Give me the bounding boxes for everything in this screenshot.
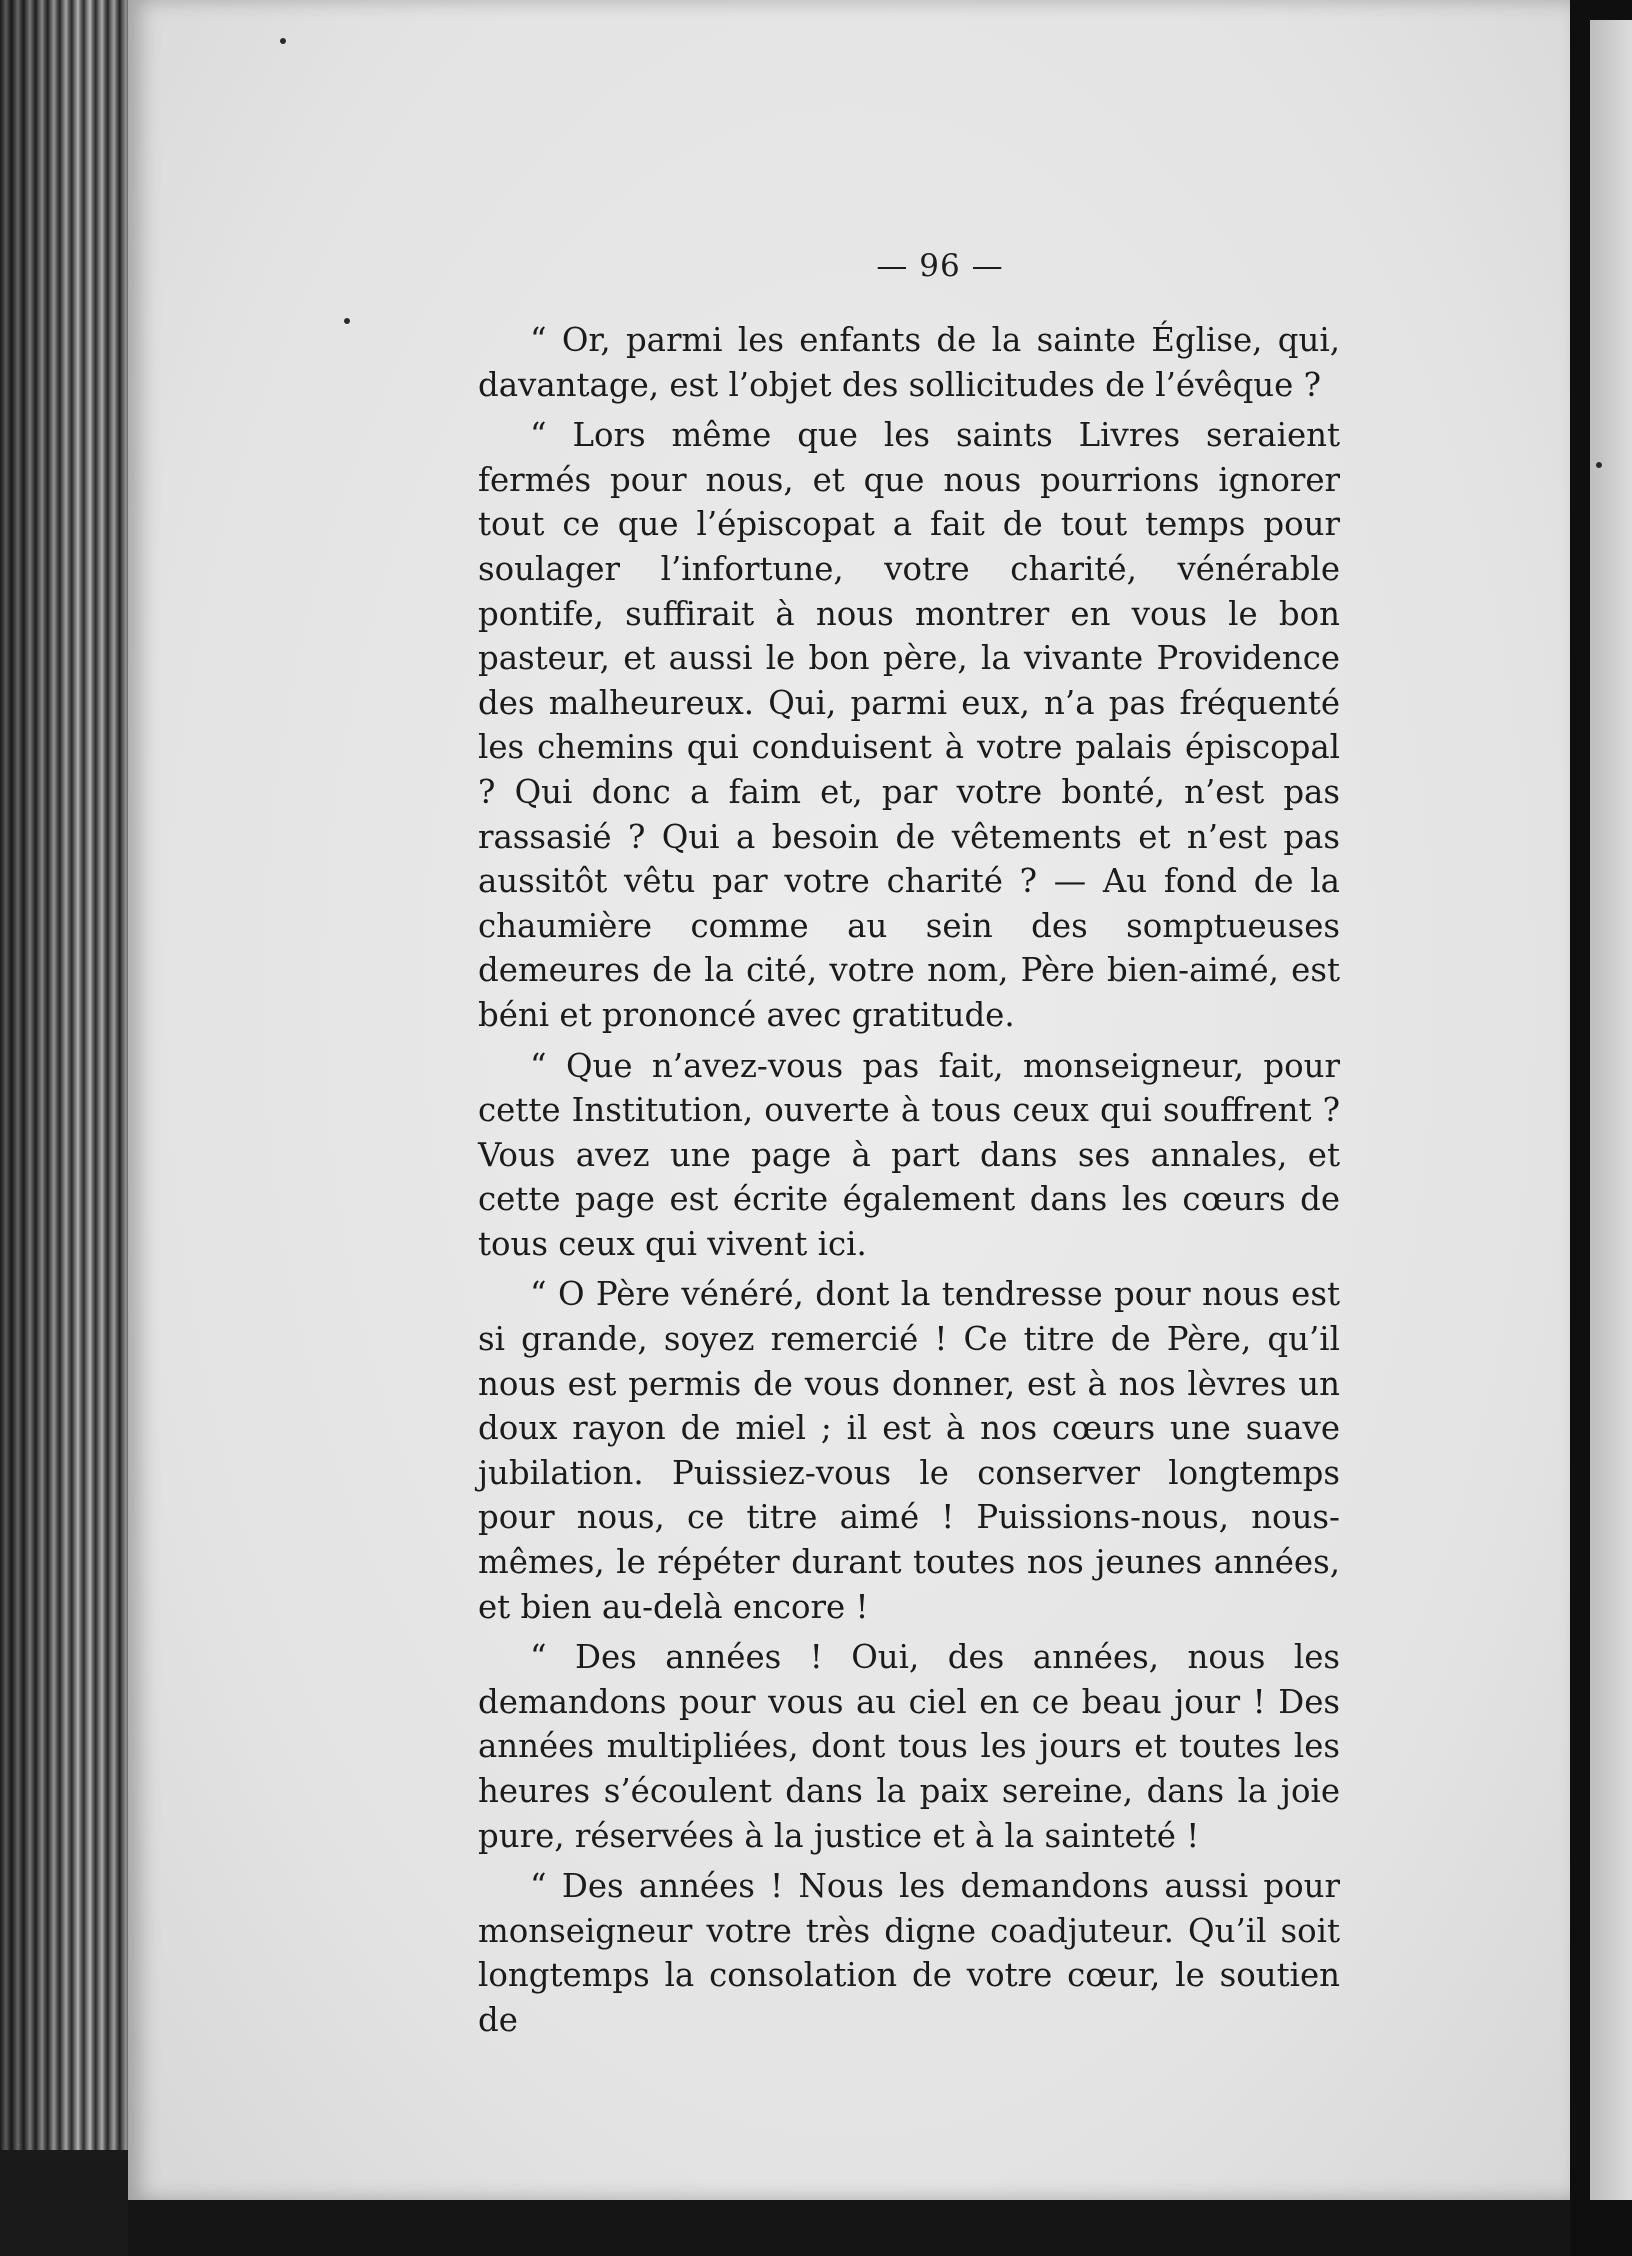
paper-speck (344, 318, 350, 324)
page-number: — 96 — (876, 248, 1004, 284)
paragraph-4: “ O Père vénéré, dont la tendresse pour nous est si grande, soyez remercié ! Ce titre de Père, qu’il nous est permis de vous donner, est à nos lèvres un doux rayon de miel ; il est à nos cœurs une suave jubilation. Puissiez-vous le conserver longtemps pour nous, ce titre aimé ! Puissions-nous, nous-mêmes, le répéter durant toutes nos jeunes années, et bien au-delà encore ! (478, 1275, 1340, 1626)
paragraph-1: “ Or, parmi les enfants de la sainte Église, qui, davantage, est l’objet des sollicitudes de l’évêque ? (478, 321, 1340, 404)
paper-speck (1596, 462, 1602, 468)
body-text (478, 318, 1340, 2049)
facing-page-edge (1590, 20, 1632, 2200)
paragraph-5: “ Des années ! Oui, des années, nous les demandons pour vous au ciel en ce beau jour ! Des années multipliées, dont tous les jours et toutes les heures s’écoulent dans la paix sereine, dans la joie pure, réservées à la justice et à la sainteté ! (478, 1638, 1340, 1855)
paragraph-3: “ Que n’avez-vous pas fait, monseigneur, pour cette Institution, ouverte à tous ceux qui souffrent ? Vous avez une page à part dans ses annales, et cette page est écrite également dans les cœurs de tous ceux qui vivent ici. (478, 1046, 1340, 1263)
paragraph-2: “ Lors même que les saints Livres seraient fermés pour nous, et que nous pourrions ignorer tout ce que l’épiscopat a fait de tout temps pour soulager l’infortune, votre charité, vénérable pontife, suffirait à nous montrer en vous le bon pasteur, et aussi le bon père, la vivante Providence des malheureux. Qui, parmi eux, n’a pas fréquenté les chemins qui conduisent à votre palais épiscopal ? Qui donc a faim et, par votre bonté, n’est pas rassasié ? Qui a besoin de vêtements et n’est pas aussitôt vêtu par votre charité ? — Au fond de la chaumière comme au sein des somptueuses demeures de la cité, votre nom, Père bien-aimé, est béni et prononcé avec gratitude. (478, 416, 1340, 1034)
paper-speck (280, 38, 286, 44)
bottom-margin-shadow (128, 2200, 1570, 2256)
paragraph-6: “ Des années ! Nous les demandons aussi pour monseigneur votre très digne coadjuteur. Qu’il soit longtemps la consolation de votre cœur, le soutien de (478, 1867, 1340, 2039)
page-edge-shadow (0, 0, 140, 2256)
